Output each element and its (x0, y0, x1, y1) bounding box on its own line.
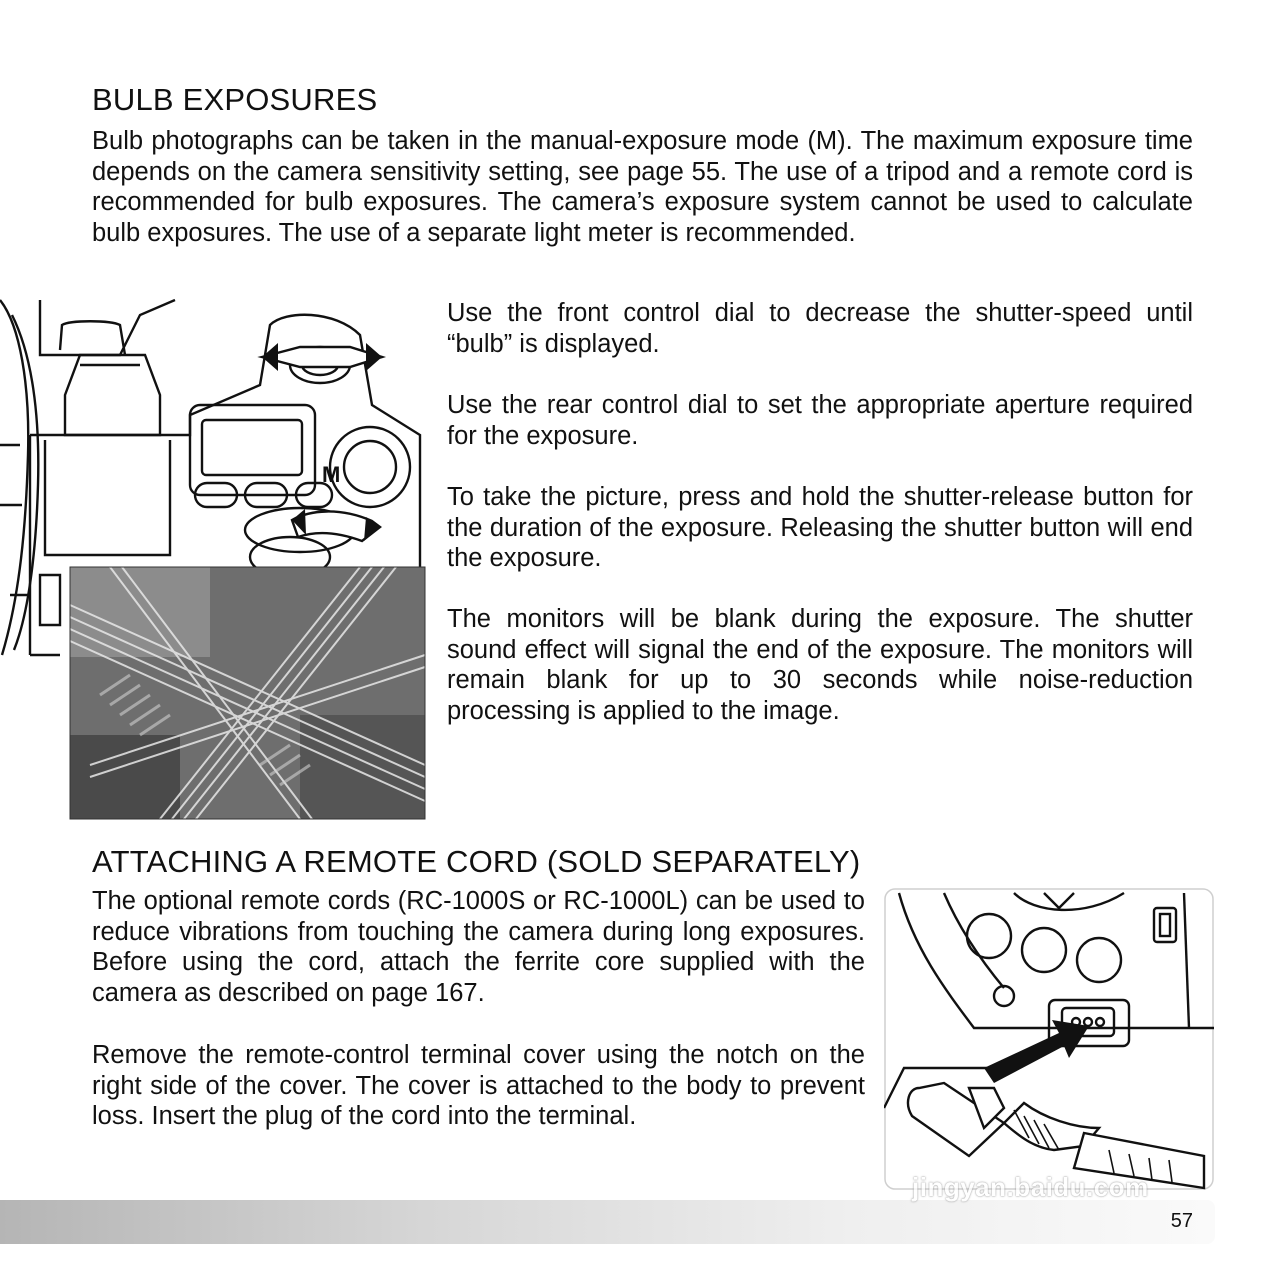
remote-cord-paragraph-1: The optional remote cords (RC-1000S or RC-1000L) can be used to reduce vibrations from touching the camera during long exposures. Before using the cord, attach the ferrite core supplied with the camera as described on page 167. (92, 887, 865, 1007)
camera-top-illustration (0, 295, 430, 820)
bulb-step-shutter: To take the picture, press and hold the shutter-release button for the duration of the exposure. Releasing the shutter button will end the exposure. (447, 483, 1193, 573)
long-exposure-photo (70, 567, 425, 819)
bulb-step-front-dial: Use the front control dial to decrease the shutter-speed until “bulb” is displayed. (447, 299, 1193, 358)
bulb-step-rear-dial: Use the rear control dial to set the appropriate aperture required for the exposure. (447, 391, 1193, 450)
bulb-step-monitors: The monitors will be blank during the exposure. The shutter sound effect will signal the end of the exposure. The monitors will remain blank for up to 30 seconds while noise-reduction processing is applied to the image. (447, 605, 1193, 725)
watermark: jingyan.baidu.com (912, 1172, 1149, 1202)
footer-bar (0, 1200, 1215, 1244)
remote-cord-paragraph-2: Remove the remote-control terminal cover using the notch on the right side of the cover. The cover is attached to the body to prevent loss. Insert the plug of the cord into the terminal. (92, 1041, 865, 1131)
remote-terminal-illustration (884, 888, 1214, 1198)
page-number: 57 (1170, 1210, 1193, 1232)
section-title-remote-cord: ATTACHING A REMOTE CORD (SOLD SEPARATELY) (92, 844, 861, 879)
section-title-bulb-exposures: BULB EXPOSURES (92, 82, 378, 117)
dial-mode-label: M (322, 462, 341, 487)
bulb-intro-paragraph: Bulb photographs can be taken in the manual-exposure mode (M). The maximum exposure time depends on the camera sensitivity setting, see page 55. The use of a tripod and a remote cord is recommended for bulb exposures. The camera’s exposure system cannot be used to calculate bulb exposures. The use of a separate light meter is recommended. (92, 127, 1193, 247)
